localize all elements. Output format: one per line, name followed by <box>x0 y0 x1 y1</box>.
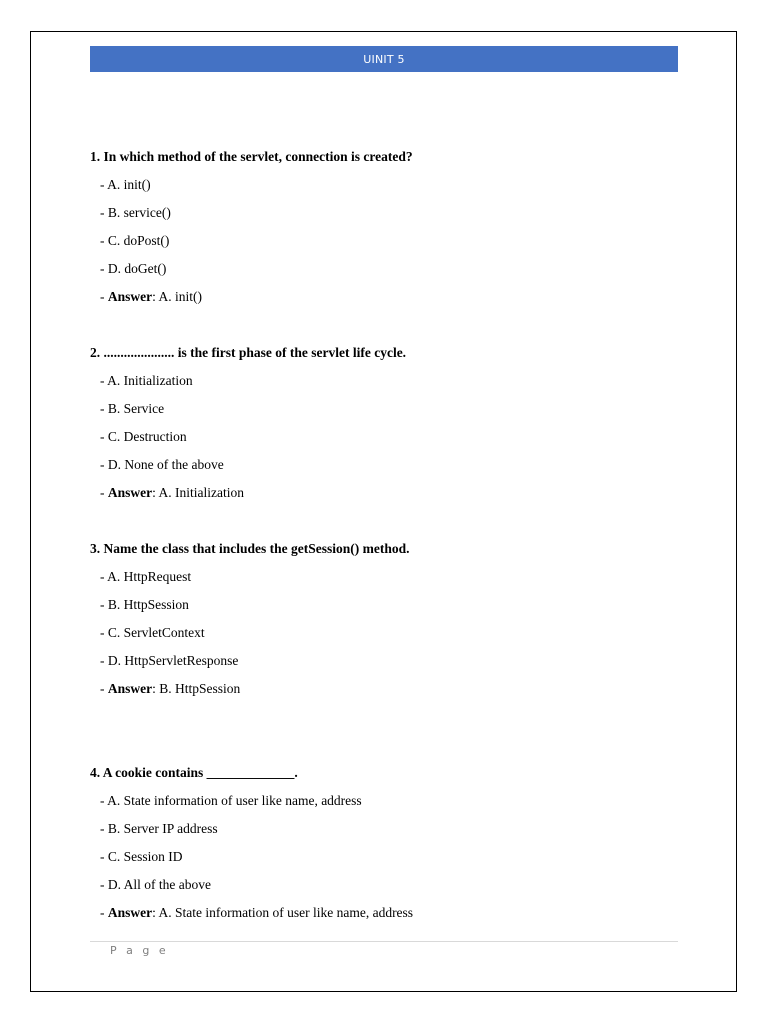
question-2 <box>90 346 406 514</box>
option-d: - D. HttpServletResponse <box>100 653 239 668</box>
question-4 <box>90 766 413 934</box>
option-b: - B. Service <box>100 401 165 416</box>
answer-value: : A. init() <box>152 289 202 304</box>
answer-prefix: - <box>100 485 108 500</box>
unit-title: UINIT 5 <box>363 52 405 66</box>
option-d: - D. doGet() <box>100 261 167 276</box>
option-a: - A. HttpRequest <box>100 569 192 584</box>
option-b: - B. service() <box>100 205 171 220</box>
answer-line <box>90 682 410 710</box>
answer-label: Answer <box>107 289 153 304</box>
answer-value: : A. Initialization <box>152 485 244 500</box>
option-c: - C. ServletContext <box>100 625 205 640</box>
option-c: - C. doPost() <box>100 233 170 248</box>
answer-line <box>90 486 406 514</box>
question-1 <box>90 150 413 318</box>
answer-value: : A. State information of user like name, address <box>152 905 414 920</box>
answer-label: Answer <box>107 905 153 920</box>
option-a: - A. Initialization <box>100 373 193 388</box>
question-title: 1. In which method of the servlet, connection is created? <box>90 149 413 164</box>
option-d: - D. All of the above <box>100 877 211 892</box>
answer-prefix: - <box>100 905 108 920</box>
option-a: - A. State information of user like name, address <box>100 793 362 808</box>
option-c: - C. Session ID <box>100 849 183 864</box>
page-footer: P a g e <box>110 944 169 957</box>
answer-label: Answer <box>107 681 153 696</box>
unit-header <box>90 46 678 72</box>
question-title: 3. Name the class that includes the getSession() method. <box>90 541 410 556</box>
option-b: - B. HttpSession <box>100 597 189 612</box>
option-a: - A. init() <box>100 177 151 192</box>
question-title: 4. A cookie contains _____________. <box>90 765 298 780</box>
option-b: - B. Server IP address <box>100 821 218 836</box>
answer-prefix: - <box>100 289 108 304</box>
answer-value: : B. HttpSession <box>152 681 241 696</box>
answer-line <box>90 906 413 934</box>
answer-prefix: - <box>100 681 108 696</box>
answer-line <box>90 290 413 318</box>
answer-label: Answer <box>107 485 153 500</box>
question-title: 2. ..................... is the first phase of the servlet life cycle. <box>90 345 407 360</box>
option-d: - D. None of the above <box>100 457 224 472</box>
question-3 <box>90 542 410 710</box>
option-c: - C. Destruction <box>100 429 187 444</box>
footer-divider <box>90 941 678 942</box>
